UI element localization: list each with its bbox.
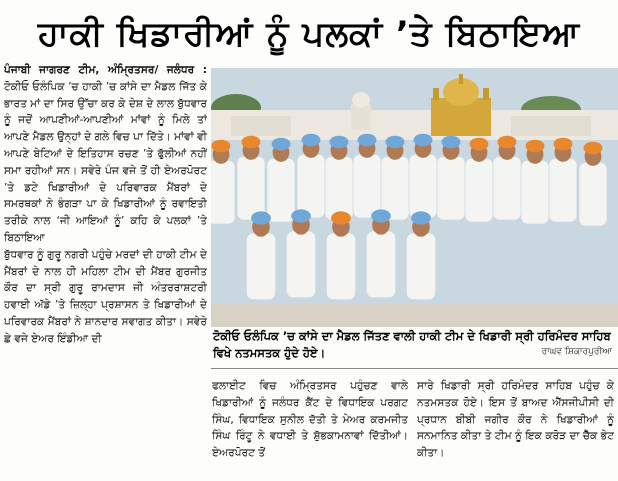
news-photo xyxy=(211,68,618,327)
photo-illustration xyxy=(211,68,618,327)
headline: ਹਾਕੀ ਖਿਡਾਰੀਆਂ ਨੂੰ ਪਲਕਾਂ ’ਤੇ ਬਿਠਾਇਆ xyxy=(37,14,581,54)
paragraph-1-text: ਟੋਕੀਓ ਓਲੰਪਿਕ ’ਚ ਹਾਕੀ ’ਚ ਕਾਂਸੇ ਦਾ ਮੈਡਲ ਜਿੱਤ ਕੇ ਭਾਰਤ ਮਾਂ ਦਾ ਸਿਰ ਉੱਚਾ ਕਰ ਕੇ ਦੇਸ਼ ਦੇ ਲਾਲ ਬੁੱਧਵਾਰ ਨੂੰ ਜਦੋਂ ਆਪਣੀਆਂ-ਆਪਣੀਆਂ ਮਾਂਵਾਂ ਨੂੰ ਮਿਲੇ ਤਾਂ ਆਪਣੇ ਮੈਡਲ ਉਨ੍ਹਾਂ ਦੇ ਗਲੇ ਵਿਚ ਪਾ ਦਿੱਤੇ। ਮਾਂਵਾਂ ਵੀ ਆਪਣੇ ਬੇਟਿਆਂ ਦੇ ਇਤਿਹਾਸ ਰਚਣ ’ਤੇ ਫੁੱਲੀਆਂ ਨਹੀਂ ਸਮਾ ਰਹੀਆਂ ਸਨ। ਸਵੇਰੇ ਪੰਜ ਵਜੇ ਤੋਂ ਹੀ ਏਅਰਪੋਰਟ ’ਤੇ ਡਟੇ ਖਿਡਾਰੀਆਂ ਦੇ ਪਰਿਵਾਰਕ ਮੈਂਬਰਾਂ ਦੇ ਸਮਰਥਕਾਂ ਨੇ ਭੰਗੜਾ ਪਾ ਕੇ ਖਿਡਾਰੀਆਂ ਨੂੰ ਰਵਾਇਤੀ ਤਰੀਕੇ ਨਾਲ ‘ਜੀ ਆਇਆਂ ਨੂੰ’ ਕਹਿ ਕੇ ਪਲਕਾਂ ’ਤੇ ਬਿਠਾਇਆ xyxy=(4,80,207,244)
article-paragraph-1 xyxy=(4,62,207,247)
article-right-column xyxy=(417,378,614,478)
middle-column-text: ਫਲਾਈਟ ਵਿਚ ਅੰਮ੍ਰਿਤਸਰ ਪਹੁੰਚਣ ਵਾਲੇ ਖਿਡਾਰੀਆਂ ਨੂੰ ਜਲੰਧਰ ਕੈਂਟ ਦੇ ਵਿਧਾਇਕ ਪਰਗਟ ਸਿੰਘ, ਵਿਧਾਇਕ ਸੁਨੀਲ ਦੱਤੀ ਤੇ ਮੇਅਰ ਕਰਮਜੀਤ ਸਿੰਘ ਰਿੰਟੂ ਨੇ ਵਧਾਈ ਤੇ ਸ਼ੁੱਭਕਾਮਨਾਵਾਂ ਦਿੱਤੀਆਂ। ਏਅਰਪੋਰਟ ਤੋਂ xyxy=(212,380,408,460)
article-paragraph-2: ਬੁੱਧਵਾਰ ਨੂੰ ਗੁਰੂ ਨਗਰੀ ਪਹੁੰਚੇ ਮਰਦਾਂ ਦੀ ਹਾਕੀ ਟੀਮ ਦੇ ਮੈਂਬਰਾਂ ਦੇ ਨਾਲ ਹੀ ਮਹਿਲਾ ਟੀਮ ਦੀ ਮੈਂਬਰ ਗੁਰਜੀਤ ਕੌਰ ਦਾ ਸ੍ਰੀ ਗੁਰੂ ਰਾਮਦਾਸ ਜੀ ਅੰਤਰਰਾਸ਼ਟਰੀ ਹਵਾਈ ਅੱਡੇ ’ਤੇ ਜ਼ਿਲ੍ਹਾ ਪ੍ਰਸ਼ਾਸਨ ਤੇ ਖਿਡਾਰੀਆਂ ਦੇ ਪਰਿਵਾਰਕ ਮੈਂਬਰਾਂ ਨੇ ਸ਼ਾਨਦਾਰ ਸਵਾਗਤ ਕੀਤਾ। ਸਵੇਰੇ ਛੇ ਵਜੇ ਏਅਰ ਇੰਡੀਆ ਦੀ xyxy=(4,248,207,345)
divider xyxy=(211,368,618,369)
article-left-column xyxy=(4,62,207,474)
photo-credit: ਰਾਘਵ ਸ਼ਿਕਾਰਪੁਰੀਆ xyxy=(541,347,612,357)
dateline: ਪੰਜਾਬੀ ਜਾਗਰਣ ਟੀਮ, ਅੰਮ੍ਰਿਤਸਰ/ ਜਲੰਧਰ : xyxy=(4,64,207,76)
photo-ground xyxy=(211,304,618,327)
right-column-text: ਸਾਰੇ ਖਿਡਾਰੀ ਸ੍ਰੀ ਹਰਿਮੰਦਰ ਸਾਹਿਬ ਪਹੁੰਚ ਕੇ ਨਤਮਸਤਕ ਹੋਏ। ਇਸ ਤੋਂ ਬਾਅਦ ਐੱਸਜੀਪੀਸੀ ਦੀ ਪ੍ਰਧਾਨ ਬੀਬੀ ਜਗੀਰ ਕੌਰ ਨੇ ਖਿਡਾਰੀਆਂ ਨੂੰ ਸਨਮਾਨਿਤ ਕੀਤਾ ਤੇ ਟੀਮ ਨੂੰ ਇਕ ਕਰੋੜ ਦਾ ਚੈੱਕ ਭੇਟ ਕੀਤਾ। xyxy=(417,380,614,460)
article-middle-column xyxy=(212,378,408,478)
photo-caption: ਟੋਕੀਓ ਓਲੰਪਿਕ ’ਚ ਕਾਂਸੇ ਦਾ ਮੈਡਲ ਜਿੱਤਣ ਵਾਲੀ ਹਾਕੀ ਟੀਮ ਦੇ ਖਿਡਾਰੀ ਸ੍ਰੀ ਹਰਿਮੰਦਰ ਸਾਹਿਬ ਵਿਖੇ ਨਤਮਸਤਕ ਹੁੰਦੇ ਹੋਏ। xyxy=(213,329,611,360)
